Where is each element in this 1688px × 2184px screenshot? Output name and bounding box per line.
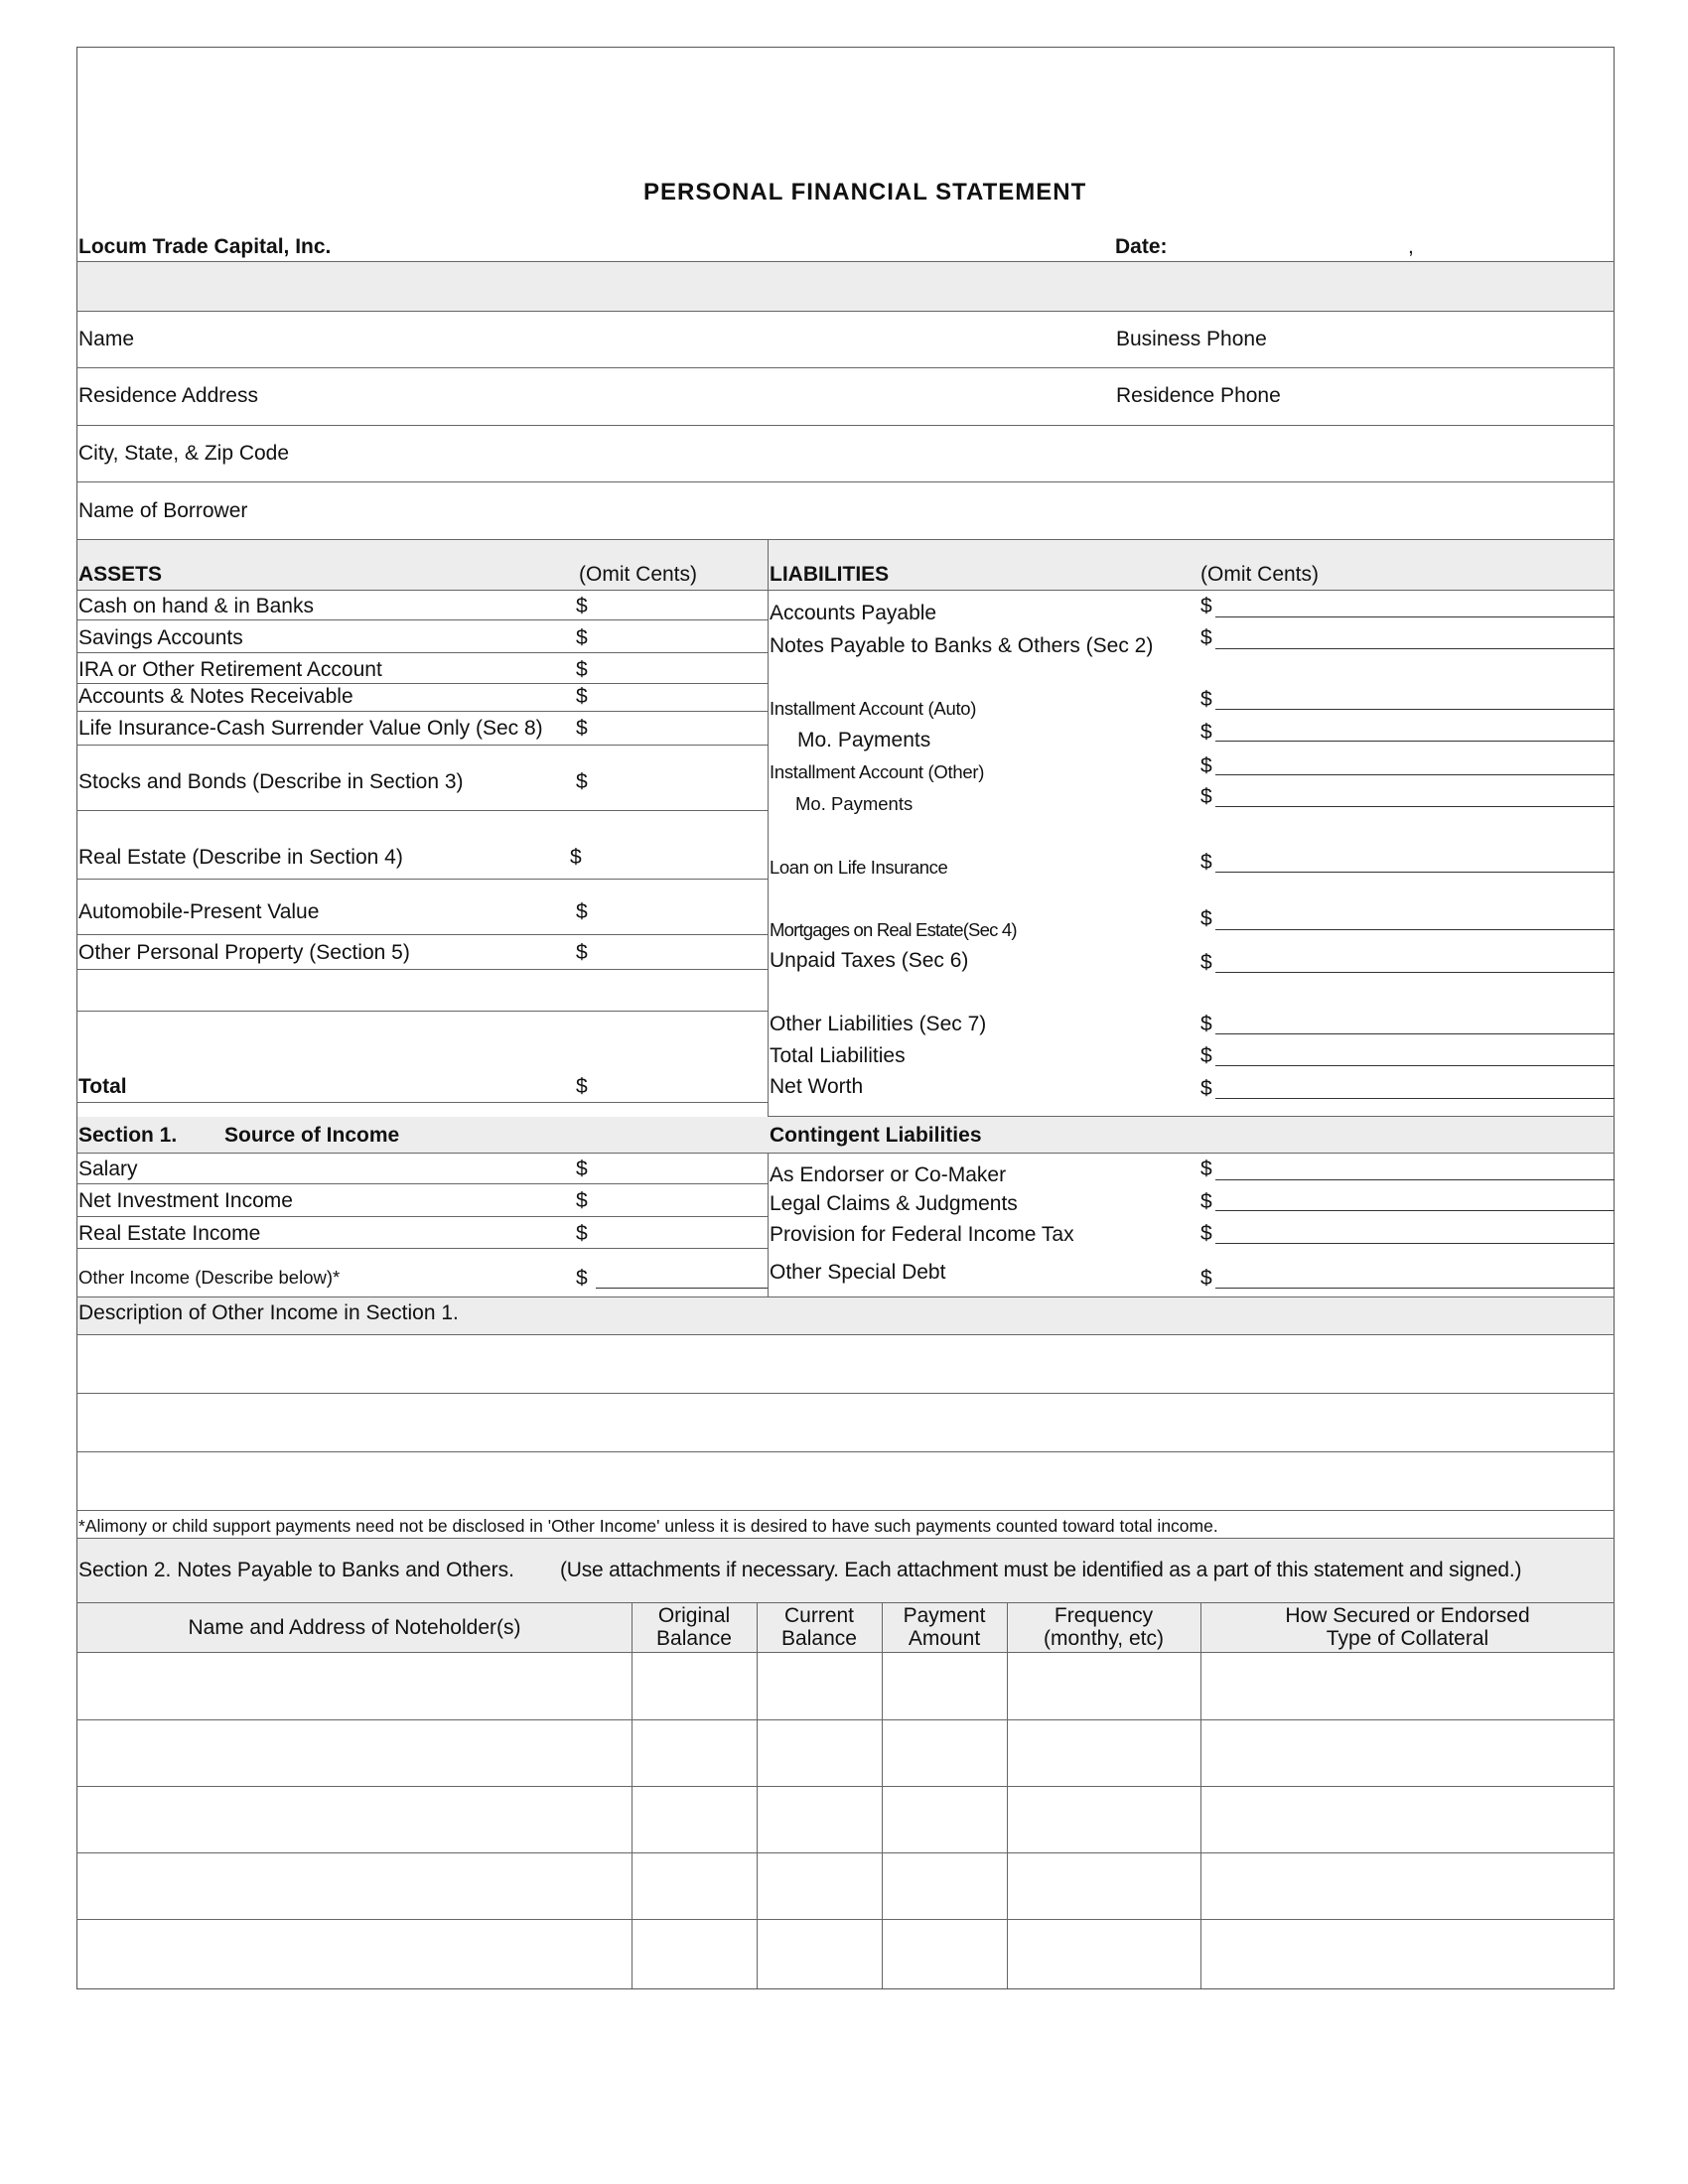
dollar-sign: $: [1200, 851, 1212, 874]
field-line[interactable]: [1215, 741, 1615, 742]
liability-item: Net Worth: [770, 1075, 864, 1098]
field-line[interactable]: [1215, 648, 1615, 649]
field-line[interactable]: [1215, 806, 1615, 807]
dollar-sign: $: [1200, 1158, 1212, 1180]
contingent-item: Provision for Federal Income Tax: [770, 1223, 1074, 1246]
dollar-sign: $: [1200, 688, 1212, 711]
table-row[interactable]: [76, 1919, 1615, 1920]
col-header-collateral: [1200, 1604, 1615, 1650]
col-header-line1: Frequency: [1054, 1604, 1154, 1627]
liability-item: Unpaid Taxes (Sec 6): [770, 949, 969, 972]
asset-item: Stocks and Bonds (Describe in Section 3): [78, 770, 464, 793]
dollar-sign: $: [1200, 1044, 1212, 1067]
col-header-line2: (monthy, etc): [1044, 1627, 1164, 1650]
asset-item: IRA or Other Retirement Account: [78, 658, 382, 681]
footnote: *Alimony or child support payments need not be disclosed in 'Other Income' unless it is desired to have such payments counted toward total income.: [78, 1516, 1218, 1536]
dollar-sign: $: [1200, 907, 1212, 930]
liabilities-omit-cents: (Omit Cents): [1200, 563, 1320, 586]
liabilities-header: LIABILITIES: [770, 563, 890, 586]
business-phone-label: Business Phone: [1116, 328, 1267, 350]
asset-item: Accounts & Notes Receivable: [78, 685, 353, 708]
col-header-line1: Name and Address of Noteholder(s): [188, 1616, 521, 1639]
dollar-sign: $: [576, 1222, 588, 1245]
liability-item: Mortgages on Real Estate(Sec 4): [770, 919, 1017, 940]
dollar-sign: $: [576, 717, 588, 740]
col-header-payment-amount: [882, 1604, 1007, 1650]
field-line[interactable]: [1215, 1179, 1615, 1180]
field-line[interactable]: [1215, 872, 1615, 873]
contingent-item: As Endorser or Co-Maker: [770, 1163, 1007, 1186]
name-label: Name: [78, 328, 135, 350]
field-line[interactable]: [1215, 774, 1615, 775]
dollar-sign: $: [576, 1158, 588, 1180]
dollar-sign: $: [1200, 1222, 1212, 1245]
field-line[interactable]: [1215, 709, 1615, 710]
col-header-line2: Type of Collateral: [1326, 1627, 1489, 1650]
col-header-line1: Original: [657, 1604, 731, 1627]
dollar-sign: $: [1200, 754, 1212, 777]
dollar-sign: $: [1200, 595, 1212, 617]
col-header-frequency: [1007, 1604, 1200, 1650]
col-header-line2: Amount: [908, 1627, 981, 1650]
dollar-sign: $: [570, 846, 582, 869]
field-line[interactable]: [1215, 1210, 1615, 1211]
field-line[interactable]: [1215, 1098, 1615, 1099]
dollar-sign: $: [1200, 626, 1212, 649]
dollar-sign: $: [576, 1267, 588, 1290]
dollar-sign: $: [1200, 1267, 1212, 1290]
city-state-zip-label: City, State, & Zip Code: [78, 442, 290, 465]
col-header-line1: Payment: [903, 1604, 986, 1627]
dollar-sign: $: [576, 658, 588, 681]
dollar-sign: $: [576, 900, 588, 923]
table-row[interactable]: [76, 1852, 1615, 1853]
dollar-sign: $: [1200, 1190, 1212, 1213]
asset-item: Savings Accounts: [78, 626, 243, 649]
field-line[interactable]: [1215, 1288, 1615, 1289]
dollar-sign: $: [576, 941, 588, 964]
liability-item: Mo. Payments: [797, 729, 931, 751]
col-header-original-balance: [632, 1604, 757, 1650]
table-row[interactable]: [76, 1786, 1615, 1787]
field-line[interactable]: [1215, 929, 1615, 930]
col-header-line2: Balance: [656, 1627, 732, 1650]
liability-item: Other Liabilities (Sec 7): [770, 1013, 987, 1035]
borrower-label: Name of Borrower: [78, 499, 248, 522]
form-title: PERSONAL FINANCIAL STATEMENT: [643, 179, 1087, 205]
assets-header: ASSETS: [78, 563, 163, 586]
dollar-sign: $: [1200, 1013, 1212, 1035]
dollar-sign: $: [576, 685, 588, 708]
col-header-line2: Balance: [781, 1627, 857, 1650]
field-line[interactable]: [1215, 616, 1615, 617]
section1-number: Section 1.: [78, 1124, 178, 1147]
col-header-noteholder: [77, 1616, 632, 1639]
field-line[interactable]: [1215, 972, 1615, 973]
residence-address-label: Residence Address: [78, 384, 258, 407]
liability-item: Accounts Payable: [770, 602, 937, 624]
field-line[interactable]: [1215, 1065, 1615, 1066]
asset-item: Cash on hand & in Banks: [78, 595, 314, 617]
contingent-item: Legal Claims & Judgments: [770, 1192, 1018, 1215]
dollar-sign: $: [1200, 1077, 1212, 1100]
col-header-current-balance: [757, 1604, 882, 1650]
dollar-sign: $: [576, 595, 588, 617]
col-header-line1: Current: [783, 1604, 855, 1627]
liability-item: Installment Account (Other): [770, 761, 985, 782]
date-label: Date:: [1115, 235, 1168, 258]
asset-item: Other Personal Property (Section 5): [78, 941, 410, 964]
col-header-line1: How Secured or Endorsed: [1285, 1604, 1530, 1627]
description-label: Description of Other Income in Section 1.: [78, 1301, 459, 1324]
assets-total-label: Total: [78, 1075, 127, 1098]
residence-phone-label: Residence Phone: [1116, 384, 1281, 407]
asset-item: Real Estate (Describe in Section 4): [78, 846, 403, 869]
table-row[interactable]: [76, 1719, 1615, 1720]
contingent-item: Other Special Debt: [770, 1261, 946, 1284]
field-line[interactable]: [1215, 1243, 1615, 1244]
dollar-sign: $: [576, 1075, 588, 1098]
liability-item: Installment Account (Auto): [770, 698, 977, 719]
dollar-sign: $: [576, 626, 588, 649]
liability-item: Total Liabilities: [770, 1044, 906, 1067]
section2-note: (Use attachments if necessary. Each attachment must be identified as a part of this statement and signed.): [560, 1559, 1522, 1581]
field-line[interactable]: [1215, 1033, 1615, 1034]
income-header: Source of Income: [224, 1124, 400, 1147]
liability-item: Loan on Life Insurance: [770, 857, 948, 878]
dollar-sign: $: [1200, 721, 1212, 744]
assets-omit-cents: (Omit Cents): [579, 563, 698, 586]
income-item: Salary: [78, 1158, 138, 1180]
contingent-header: Contingent Liabilities: [770, 1124, 982, 1147]
header-band: [77, 262, 1614, 311]
dollar-sign: $: [576, 770, 588, 793]
section2-title: Section 2. Notes Payable to Banks and Others.: [78, 1559, 514, 1581]
dollar-sign: $: [1200, 951, 1212, 974]
date-separator: ,: [1408, 235, 1414, 258]
income-item: Real Estate Income: [78, 1222, 261, 1245]
company-name: Locum Trade Capital, Inc.: [78, 235, 332, 258]
dollar-sign: $: [1200, 785, 1212, 808]
dollar-sign: $: [576, 1189, 588, 1212]
income-item: Other Income (Describe below)*: [78, 1267, 341, 1288]
liability-item: Mo. Payments: [795, 793, 914, 814]
liability-item: Notes Payable to Banks & Others (Sec 2): [770, 634, 1154, 657]
asset-item: Life Insurance-Cash Surrender Value Only (Sec 8): [78, 717, 543, 740]
income-item: Net Investment Income: [78, 1189, 293, 1212]
field-line[interactable]: [596, 1288, 768, 1289]
asset-item: Automobile-Present Value: [78, 900, 320, 923]
